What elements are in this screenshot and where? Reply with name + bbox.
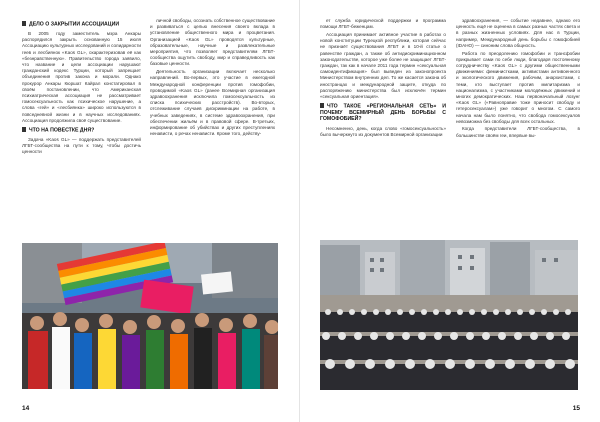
police-cordon-photo: [320, 240, 578, 390]
page-number-left: 14: [22, 405, 30, 412]
paragraph: Деятельность организации включает несколько направлений. Во-первых, это участие в ежегодной Международной конференции против гомофобии, проводимой «Kaos GL» (ранее Всемирная организация здравоохранения исключила гомосексуальность из списка психических расстройств). Во-вторых, отслеживание случаев дискриминации на работе, в учебных заведениях, в системе здравоохранения, при обеспечении жильём и в правовой сфере. В-третьих, информирование об убийствах и других преступлениях ненависти, о речах ненависти. Кроме того, действу-: [150, 69, 275, 137]
paragraph: Несомненно, день, когда слово «гомосексуальность» было вычеркнуто из документов Всемирной организации: [320, 125, 446, 138]
right-page: [300, 0, 600, 422]
heading-marker-icon: [320, 103, 324, 108]
heading-marker-icon: [22, 21, 26, 26]
heading-marker-icon: [22, 127, 26, 132]
paragraph: здравоохранения, — событие недавнее, однако его ценность ещё не оценена в самых разных частях света и в разных жизненных условиях. Для нас в Турции, например, Международный день борьбы с гомофобией (IDAHO) — синоним слова общность.: [456, 18, 580, 48]
paragraph: Когда представители ЛГБТ-сообщества, в большинстве своём геи, впервые вы-: [456, 126, 580, 138]
page-number-right: 15: [572, 405, 580, 412]
heading-regional-network: ЧТО ТАКОЕ «РЕГИОНАЛЬНАЯ СЕТЬ» И ПОЧЕМУ ВСЕМИРНЫЙ ДЕНЬ БОРЬБЫ С ГОМОФОБИЕЙ?: [320, 103, 446, 123]
paragraph: Задача «Kaos GL» — поддержать представителей ЛГБТ-сообщества на пути к тому, чтобы достичь ценности: [22, 136, 141, 155]
pride-parade-image: [22, 243, 278, 389]
paragraph: ет служба юридической поддержки и программа помощи ЛГБТ-беженцам.: [320, 18, 446, 30]
paragraph: В 2005 году заместитель мэра Анкары распорядился закрыть основанную 15 июля Ассоциацию культурных исследований и солидарности геев и лесбиянок «Kaos GL», охарактеризовав её как «безнравственную». Правительство города заявило, что название и цели ассоциации нарушают гражданский кодекс Турции, который запрещает объединения против закона и морали. Однако прокурор Анкары Кюршат Кайрал констатировал в своём постановлении, что Американская психиатрическая ассоциация не рассматривает гомосексуальность как психическое нарушение, а слова «гей» и «лесбиянка» широко используются в повседневной жизни и в научных исследованиях. Ассоциация продолжила своё существование.: [22, 30, 141, 123]
paragraph: личной свободы, осознать собственное существование и развиваться с целью внесения своего вклада в установление общественного мира и процветания. Организацией «Kaos GL» проводятся культурные, образовательные, научные и развлекательные мероприятия, что позволяет представителям ЛГБТ-сообщества ощутить свободу, мир и справедливость как базовые ценности.: [150, 18, 275, 67]
paragraph: Ассоциация принимает активное участие в работах о новой конституции Турецкой республики, которая сейчас не признаёт существования ЛГБТ и в 10-й статье о равенстве граждан, а также об антидискриминационном законодательстве, которое уже более не защищает ЛГБТ-граждан, так как в начале 2011 года термин «сексуальная самоидентификация» был выведен из законопроекта Министерством внутренних дел. То же касается закона об иностранцах и международной защите, откуда по распоряжению министерства был исключён термин «сексуальная ориентация».: [320, 31, 446, 99]
left-column-1: [22, 18, 141, 157]
police-cordon-image: [320, 240, 578, 390]
right-column-1: [320, 18, 446, 140]
heading-agenda: ЧТО НА ПОВЕСТКЕ ДНЯ?: [22, 127, 141, 134]
pride-parade-photo: [22, 243, 278, 389]
heading-association-closure: ДЕЛО О ЗАКРЫТИИ АССОЦИАЦИИ: [22, 21, 141, 28]
paragraph: Работа по преодолению гомофобии и трансфобии прикрывает сами по себе люди, благодаря постоянному сотрудничеству «Kaos GL» с другими общественными движениями: феминистками, активистами антивоенного и экологического движения, рабочим, анархистами, с теми, кто выступает против милитаризма и национализма, с участниками молодёжных движений и многих демократических. Наш первоначальный лозунг «Kaos GL» («Равноправие тоже приносит свободу и гетеросексуалам») уже говорит о многом. С самого начала нам было понятно, что свобода гомосексуалов невозможна без свободы для всех остальных.: [456, 50, 580, 124]
left-column-2: [150, 18, 275, 139]
right-column-2: [456, 18, 580, 140]
